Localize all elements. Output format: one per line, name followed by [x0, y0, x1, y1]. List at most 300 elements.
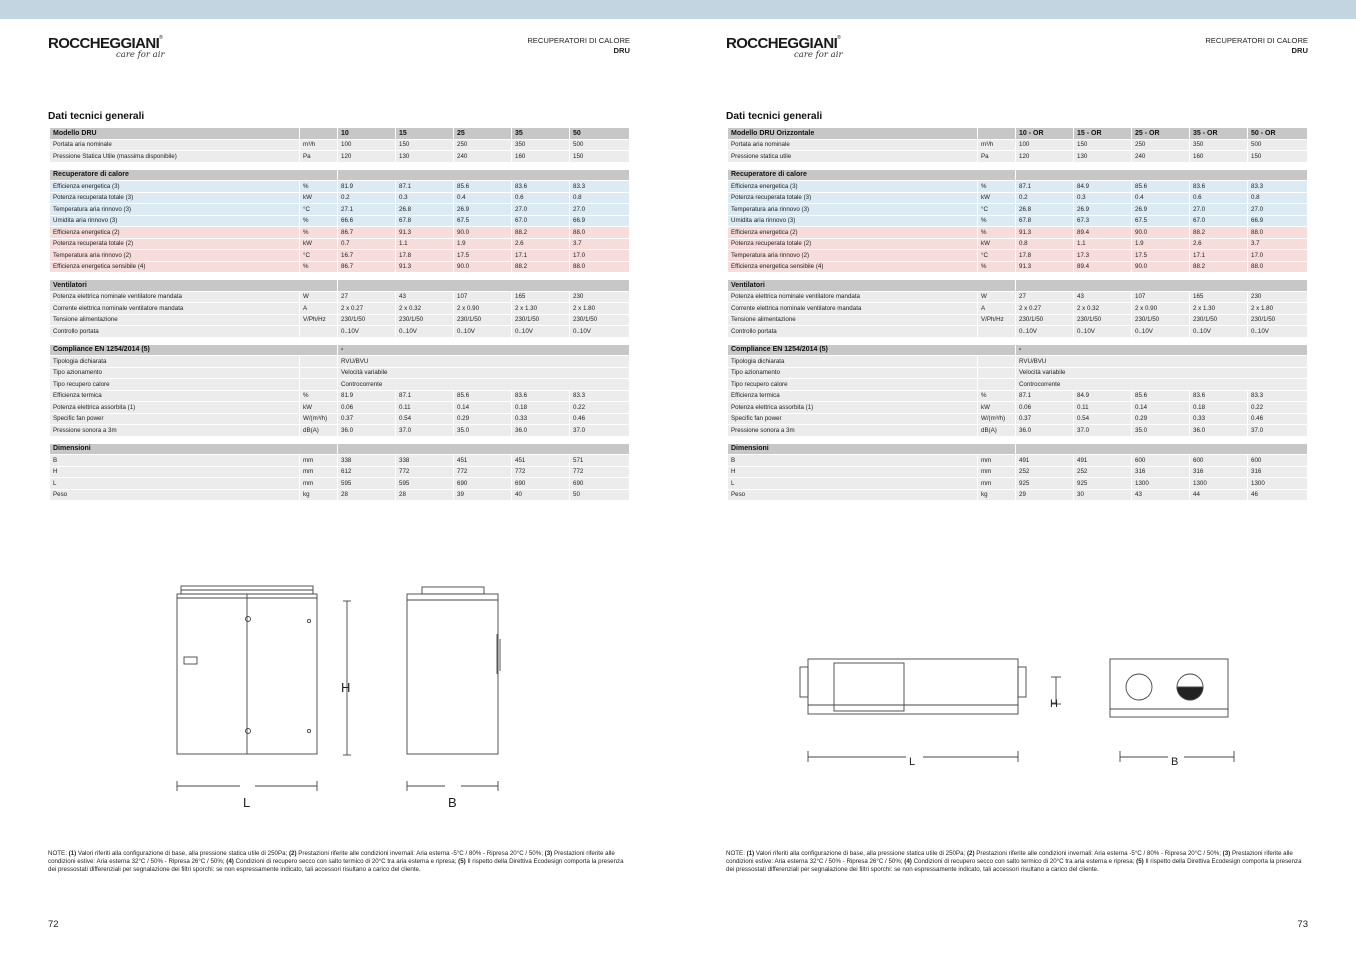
- row-value: 29: [1016, 490, 1074, 501]
- row-value: 451: [454, 455, 512, 466]
- row-unit: [300, 326, 338, 337]
- row-label: Tipo azionamento: [728, 368, 978, 379]
- row-label: Efficienza termica: [728, 391, 978, 402]
- page-number: 73: [1297, 919, 1308, 930]
- spacer-cell: [728, 273, 1308, 279]
- row-label: Potenza elettrica assorbita (1): [728, 402, 978, 413]
- section-title: Dati tecnici generali: [48, 111, 145, 122]
- header-category: RECUPERATORI DI CALORE: [1205, 36, 1308, 45]
- row-unit: W: [300, 292, 338, 303]
- row-unit: %: [300, 262, 338, 273]
- row-value: 1300: [1190, 478, 1248, 489]
- row-unit: kW: [300, 239, 338, 250]
- row-value: 230/1/50: [1248, 315, 1308, 326]
- row-label: Tipologia dichiarata: [728, 356, 978, 367]
- section-header-row: [50, 280, 630, 291]
- table-row: [50, 490, 630, 501]
- header-series: DRU: [613, 45, 630, 55]
- spacer-cell: [50, 338, 630, 344]
- row-label: Pressione sonora a 3m: [728, 425, 978, 436]
- row-label: Corrente elettrica nominale ventilatore mandata: [728, 303, 978, 314]
- row-value: 67.8: [1016, 216, 1074, 227]
- row-value: 595: [396, 478, 454, 489]
- row-value: 28: [338, 490, 396, 501]
- row-label: H: [50, 467, 300, 478]
- row-value: 0.6: [1190, 193, 1248, 204]
- table-row: [50, 204, 630, 215]
- row-value: 690: [512, 478, 570, 489]
- section-fill: [338, 280, 630, 291]
- row-unit: Pa: [978, 151, 1016, 162]
- row-value: 2 x 1.30: [512, 303, 570, 314]
- row-value: 37.0: [570, 425, 630, 436]
- row-value: 50: [570, 490, 630, 501]
- row-span-value: Controcorrente: [1016, 379, 1308, 390]
- row-value: 165: [512, 292, 570, 303]
- row-value: 0.06: [338, 402, 396, 413]
- section-header-row: [728, 170, 1308, 181]
- page-right: [678, 19, 1356, 959]
- row-value: 88.0: [1248, 262, 1308, 273]
- row-value: 0.7: [338, 239, 396, 250]
- row-value: 17.0: [1248, 250, 1308, 261]
- table-row: [728, 292, 1308, 303]
- row-unit: [300, 368, 338, 379]
- row-value: 0.29: [1132, 414, 1190, 425]
- section-label: Ventilatori: [728, 280, 1016, 291]
- row-value: 600: [1190, 455, 1248, 466]
- page-header: [527, 36, 630, 55]
- row-label: H: [728, 467, 978, 478]
- row-value: 0..10V: [1248, 326, 1308, 337]
- row-value: 67.5: [454, 216, 512, 227]
- row-value: 252: [1074, 467, 1132, 478]
- row-value: 0.37: [1016, 414, 1074, 425]
- table-row: [50, 140, 630, 151]
- row-value: 0.3: [1074, 193, 1132, 204]
- row-value: 925: [1016, 478, 1074, 489]
- row-value: 17.8: [396, 250, 454, 261]
- row-value: 240: [454, 151, 512, 162]
- row-value: 0.11: [1074, 402, 1132, 413]
- row-value: 84.9: [1074, 391, 1132, 402]
- row-value: 0..10V: [512, 326, 570, 337]
- row-value: 252: [1016, 467, 1074, 478]
- row-value: 16.7: [338, 250, 396, 261]
- row-unit: kW: [978, 402, 1016, 413]
- row-value: 36.0: [1016, 425, 1074, 436]
- table-row: [50, 467, 630, 478]
- row-value: 81.9: [338, 391, 396, 402]
- row-value: 150: [570, 151, 630, 162]
- row-spacer: [50, 163, 630, 169]
- row-value: 66.6: [338, 216, 396, 227]
- row-unit: Pa: [300, 151, 338, 162]
- page-header: [1205, 36, 1308, 55]
- row-value: 83.3: [1248, 181, 1308, 192]
- row-value: 44: [1190, 490, 1248, 501]
- row-value: 130: [1074, 151, 1132, 162]
- row-unit: °C: [978, 250, 1016, 261]
- footnotes: NOTE: (1) Valori riferiti alla configurazione di base, alla pressione statica utile di 250Pa; (2) Prestazioni riferite alle condizioni invernali: Aria esterna -5°C / 80% - Ripresa 20°C / 50%; (3) Prestazioni riferite alle condizioni estive: Aria esterna 32°C / 50% - Ripresa 26°C / 50%; (4) Condizioni di recupero secco con salto termico di 20°C tra aria esterna e ripresa; (5) Il rispetto della Direttiva Ecodesign comporta la presenza dei pressostati differenziali per segnalazione dei filtri sporchi: se non espressamente indicato, tali accessori risultano a carico del cliente.: [726, 850, 1302, 874]
- row-value: 491: [1016, 455, 1074, 466]
- row-label: Tensione alimentazione: [728, 315, 978, 326]
- row-value: 2 x 0.32: [396, 303, 454, 314]
- row-value: 0.6: [512, 193, 570, 204]
- row-value: 230/1/50: [338, 315, 396, 326]
- row-span-value: RVU/BVU: [1016, 356, 1308, 367]
- table-row: [728, 425, 1308, 436]
- row-value: 27.1: [338, 204, 396, 215]
- table-row: [728, 326, 1308, 337]
- row-value: 27: [1016, 292, 1074, 303]
- section-header-row: [50, 345, 630, 356]
- row-value: 0.54: [396, 414, 454, 425]
- table-row: [50, 227, 630, 238]
- row-value: 0.2: [1016, 193, 1074, 204]
- row-value: 1.1: [396, 239, 454, 250]
- row-value: 338: [396, 455, 454, 466]
- row-unit: mm: [978, 478, 1016, 489]
- row-unit: %: [300, 216, 338, 227]
- row-value: 81.9: [338, 181, 396, 192]
- table-row: [50, 326, 630, 337]
- row-label: Temperatura aria rinnovo (3): [728, 204, 978, 215]
- row-spacer: [728, 437, 1308, 443]
- row-value: 772: [396, 467, 454, 478]
- row-label: Temperatura aria rinnovo (3): [50, 204, 300, 215]
- table-row: [50, 292, 630, 303]
- section-value: -: [338, 345, 630, 356]
- row-spacer: [728, 338, 1308, 344]
- section-fill: [338, 170, 630, 181]
- row-value: 600: [1132, 455, 1190, 466]
- row-unit: dB(A): [978, 425, 1016, 436]
- row-value: 0..10V: [396, 326, 454, 337]
- table-row: [50, 181, 630, 192]
- table-row: [728, 151, 1308, 162]
- dim-label-b: B: [448, 795, 457, 810]
- section-label: Compliance EN 1254/2014 (5): [728, 345, 1016, 356]
- row-value: 85.6: [454, 181, 512, 192]
- row-value: 0..10V: [1190, 326, 1248, 337]
- row-value: 772: [512, 467, 570, 478]
- row-value: 36.0: [1190, 425, 1248, 436]
- table-row: [728, 204, 1308, 215]
- table-header-row: [50, 128, 630, 139]
- row-value: 17.1: [1190, 250, 1248, 261]
- row-value: 0.8: [570, 193, 630, 204]
- section-header-row: [728, 280, 1308, 291]
- row-value: 83.6: [1190, 391, 1248, 402]
- row-unit: kW: [300, 402, 338, 413]
- row-value: 772: [454, 467, 512, 478]
- row-label: L: [50, 478, 300, 489]
- row-value: 0.11: [396, 402, 454, 413]
- row-label: Umidita aria rinnovo (3): [50, 216, 300, 227]
- row-value: 0..10V: [1074, 326, 1132, 337]
- row-value: 26.9: [454, 204, 512, 215]
- row-value: 230/1/50: [396, 315, 454, 326]
- table-row: [728, 478, 1308, 489]
- row-value: 67.3: [1074, 216, 1132, 227]
- section-label: Ventilatori: [50, 280, 338, 291]
- row-value: 17.1: [512, 250, 570, 261]
- section-fill: [1016, 170, 1308, 181]
- table-row: [50, 356, 630, 367]
- model-column-header: 25: [454, 128, 512, 139]
- row-value: 17.5: [454, 250, 512, 261]
- unit-header: [978, 128, 1016, 139]
- unit-side-outline: [407, 594, 498, 754]
- table-row: [728, 490, 1308, 501]
- brand-tagline: care for air: [794, 50, 843, 60]
- row-value: 88.2: [1190, 262, 1248, 273]
- row-value: 2 x 0.27: [338, 303, 396, 314]
- table-row: [728, 467, 1308, 478]
- row-value: 500: [570, 140, 630, 151]
- row-value: 2 x 0.27: [1016, 303, 1074, 314]
- table-row: [728, 356, 1308, 367]
- row-label: Portata aria nominale: [50, 140, 300, 151]
- table-row: [50, 455, 630, 466]
- row-value: 36.0: [512, 425, 570, 436]
- row-value: 87.1: [1016, 391, 1074, 402]
- row-unit: [300, 379, 338, 390]
- row-label: B: [50, 455, 300, 466]
- row-value: 84.9: [1074, 181, 1132, 192]
- row-value: 3.7: [570, 239, 630, 250]
- row-value: 451: [512, 455, 570, 466]
- row-value: 0.22: [570, 402, 630, 413]
- table-row: [50, 368, 630, 379]
- table-row: [50, 478, 630, 489]
- row-value: 2 x 0.32: [1074, 303, 1132, 314]
- row-value: 1300: [1132, 478, 1190, 489]
- row-value: 27.0: [512, 204, 570, 215]
- section-title: Dati tecnici generali: [726, 111, 823, 122]
- row-value: 83.3: [570, 181, 630, 192]
- row-unit: mm: [300, 467, 338, 478]
- row-unit: kW: [978, 193, 1016, 204]
- row-value: 85.6: [1132, 181, 1190, 192]
- row-value: 26.9: [1074, 204, 1132, 215]
- row-value: 90.0: [454, 227, 512, 238]
- table-row: [728, 250, 1308, 261]
- row-unit: %: [978, 391, 1016, 402]
- dim-label-h: H: [1050, 698, 1058, 710]
- row-label: Potenza elettrica assorbita (1): [50, 402, 300, 413]
- row-value: 0.4: [454, 193, 512, 204]
- row-value: 83.3: [570, 391, 630, 402]
- model-column-header: 35: [512, 128, 570, 139]
- section-fill: [1016, 280, 1308, 291]
- row-unit: [978, 356, 1016, 367]
- section-label: Recuperatore di calore: [50, 170, 338, 181]
- row-value: 89.4: [1074, 227, 1132, 238]
- table-row: [728, 303, 1308, 314]
- row-value: 89.4: [1074, 262, 1132, 273]
- table-row: [728, 181, 1308, 192]
- row-value: 0.22: [1248, 402, 1308, 413]
- section-fill: [338, 444, 630, 455]
- row-value: 35.0: [1132, 425, 1190, 436]
- row-label: Pressione statica utile: [728, 151, 978, 162]
- row-value: 67.0: [512, 216, 570, 227]
- row-value: 2 x 0.90: [454, 303, 512, 314]
- row-value: 600: [1248, 455, 1308, 466]
- section-header-row: [728, 345, 1308, 356]
- row-value: 67.0: [1190, 216, 1248, 227]
- row-value: 87.1: [1016, 181, 1074, 192]
- row-value: 66.9: [1248, 216, 1308, 227]
- row-value: 100: [338, 140, 396, 151]
- row-value: 83.3: [1248, 391, 1308, 402]
- row-label: B: [728, 455, 978, 466]
- section-label: Dimensioni: [50, 444, 338, 455]
- row-value: 0.14: [454, 402, 512, 413]
- row-value: 35.0: [454, 425, 512, 436]
- row-value: 39: [454, 490, 512, 501]
- model-column-header: 50 - OR: [1248, 128, 1308, 139]
- row-value: 2 x 1.80: [1248, 303, 1308, 314]
- row-label: Potenza recuperata totale (2): [728, 239, 978, 250]
- row-value: 0.37: [338, 414, 396, 425]
- row-value: 500: [1248, 140, 1308, 151]
- row-value: 30: [1074, 490, 1132, 501]
- section-header-row: [728, 444, 1308, 455]
- row-unit: kg: [978, 490, 1016, 501]
- row-value: 91.3: [396, 262, 454, 273]
- row-unit: %: [978, 181, 1016, 192]
- row-label: Umidita aria rinnovo (3): [728, 216, 978, 227]
- top-color-band: [0, 0, 1356, 19]
- row-value: 37.0: [1074, 425, 1132, 436]
- row-label: Potenza elettrica nominale ventilatore mandata: [50, 292, 300, 303]
- row-unit: m³/h: [978, 140, 1016, 151]
- row-value: 230/1/50: [1132, 315, 1190, 326]
- row-value: 0.06: [1016, 402, 1074, 413]
- row-label: Specific fan power: [728, 414, 978, 425]
- row-value: 43: [1132, 490, 1190, 501]
- row-label: Controllo portata: [50, 326, 300, 337]
- page-number: 72: [48, 919, 59, 930]
- table-row: [728, 414, 1308, 425]
- row-value: 67.5: [1132, 216, 1190, 227]
- brand-logo: ROCCHEGGIANI® care for air: [726, 35, 843, 60]
- row-unit: V/Ph/Hz: [300, 315, 338, 326]
- row-label: Corrente elettrica nominale ventilatore mandata: [50, 303, 300, 314]
- row-value: 772: [570, 467, 630, 478]
- row-value: 87.1: [396, 391, 454, 402]
- model-column-header: 15: [396, 128, 454, 139]
- front-side-drawing: [170, 579, 510, 814]
- brand-name: ROCCHEGGIANI: [726, 35, 838, 52]
- row-value: 612: [338, 467, 396, 478]
- row-value: 230/1/50: [512, 315, 570, 326]
- row-value: 107: [454, 292, 512, 303]
- row-unit: %: [300, 391, 338, 402]
- row-value: 2.6: [512, 239, 570, 250]
- table-row: [50, 216, 630, 227]
- model-column-header: 15 - OR: [1074, 128, 1132, 139]
- row-label: Tipo recupero calore: [728, 379, 978, 390]
- table-row: [728, 193, 1308, 204]
- row-value: 85.6: [1132, 391, 1190, 402]
- row-value: 17.3: [1074, 250, 1132, 261]
- row-label: Controllo portata: [728, 326, 978, 337]
- row-value: 338: [338, 455, 396, 466]
- row-value: 88.0: [570, 262, 630, 273]
- row-spacer: [50, 437, 630, 443]
- spacer-cell: [50, 437, 630, 443]
- row-value: 83.6: [1190, 181, 1248, 192]
- row-label: Peso: [728, 490, 978, 501]
- row-label: Tipo recupero calore: [50, 379, 300, 390]
- row-value: 0.33: [1190, 414, 1248, 425]
- row-value: 0.2: [338, 193, 396, 204]
- row-value: 91.3: [396, 227, 454, 238]
- row-value: 17.0: [570, 250, 630, 261]
- row-value: 230/1/50: [1190, 315, 1248, 326]
- row-unit: mm: [978, 455, 1016, 466]
- row-unit: °C: [300, 250, 338, 261]
- row-unit: mm: [978, 467, 1016, 478]
- table-row: [728, 140, 1308, 151]
- section-header-row: [50, 444, 630, 455]
- row-span-value: Velocità variabile: [1016, 368, 1308, 379]
- row-unit: W/(m³/h): [300, 414, 338, 425]
- row-label: Efficienza energetica sensibile (4): [728, 262, 978, 273]
- row-label: Temperatura aria rinnovo (2): [728, 250, 978, 261]
- spacer-cell: [728, 338, 1308, 344]
- row-value: 1.9: [454, 239, 512, 250]
- row-value: 1.9: [1132, 239, 1190, 250]
- row-value: 36.0: [338, 425, 396, 436]
- row-value: 0..10V: [454, 326, 512, 337]
- row-value: 90.0: [1132, 262, 1190, 273]
- brand-tagline: care for air: [116, 50, 165, 60]
- row-value: 26.8: [1016, 204, 1074, 215]
- row-unit: V/Ph/Hz: [978, 315, 1016, 326]
- row-label: Efficienza energetica (2): [728, 227, 978, 238]
- row-unit: mm: [300, 455, 338, 466]
- row-value: 0.8: [1248, 193, 1308, 204]
- table-row: [728, 239, 1308, 250]
- model-column-header: 35 - OR: [1190, 128, 1248, 139]
- row-value: 86.7: [338, 227, 396, 238]
- unit-front-outline: [808, 659, 1018, 714]
- row-value: 165: [1190, 292, 1248, 303]
- row-label: Tipologia dichiarata: [50, 356, 300, 367]
- dim-label-b: B: [1171, 756, 1179, 768]
- row-unit: [978, 326, 1016, 337]
- row-unit: A: [300, 303, 338, 314]
- row-unit: kW: [300, 193, 338, 204]
- row-value: 0.4: [1132, 193, 1190, 204]
- row-value: 240: [1132, 151, 1190, 162]
- row-value: 43: [396, 292, 454, 303]
- dim-label-l: L: [243, 795, 251, 810]
- row-value: 27: [338, 292, 396, 303]
- row-spacer: [50, 338, 630, 344]
- section-label: Compliance EN 1254/2014 (5): [50, 345, 338, 356]
- row-value: 43: [1074, 292, 1132, 303]
- row-value: 0.8: [1016, 239, 1074, 250]
- row-value: 491: [1074, 455, 1132, 466]
- row-label: Tensione alimentazione: [50, 315, 300, 326]
- row-spacer: [728, 163, 1308, 169]
